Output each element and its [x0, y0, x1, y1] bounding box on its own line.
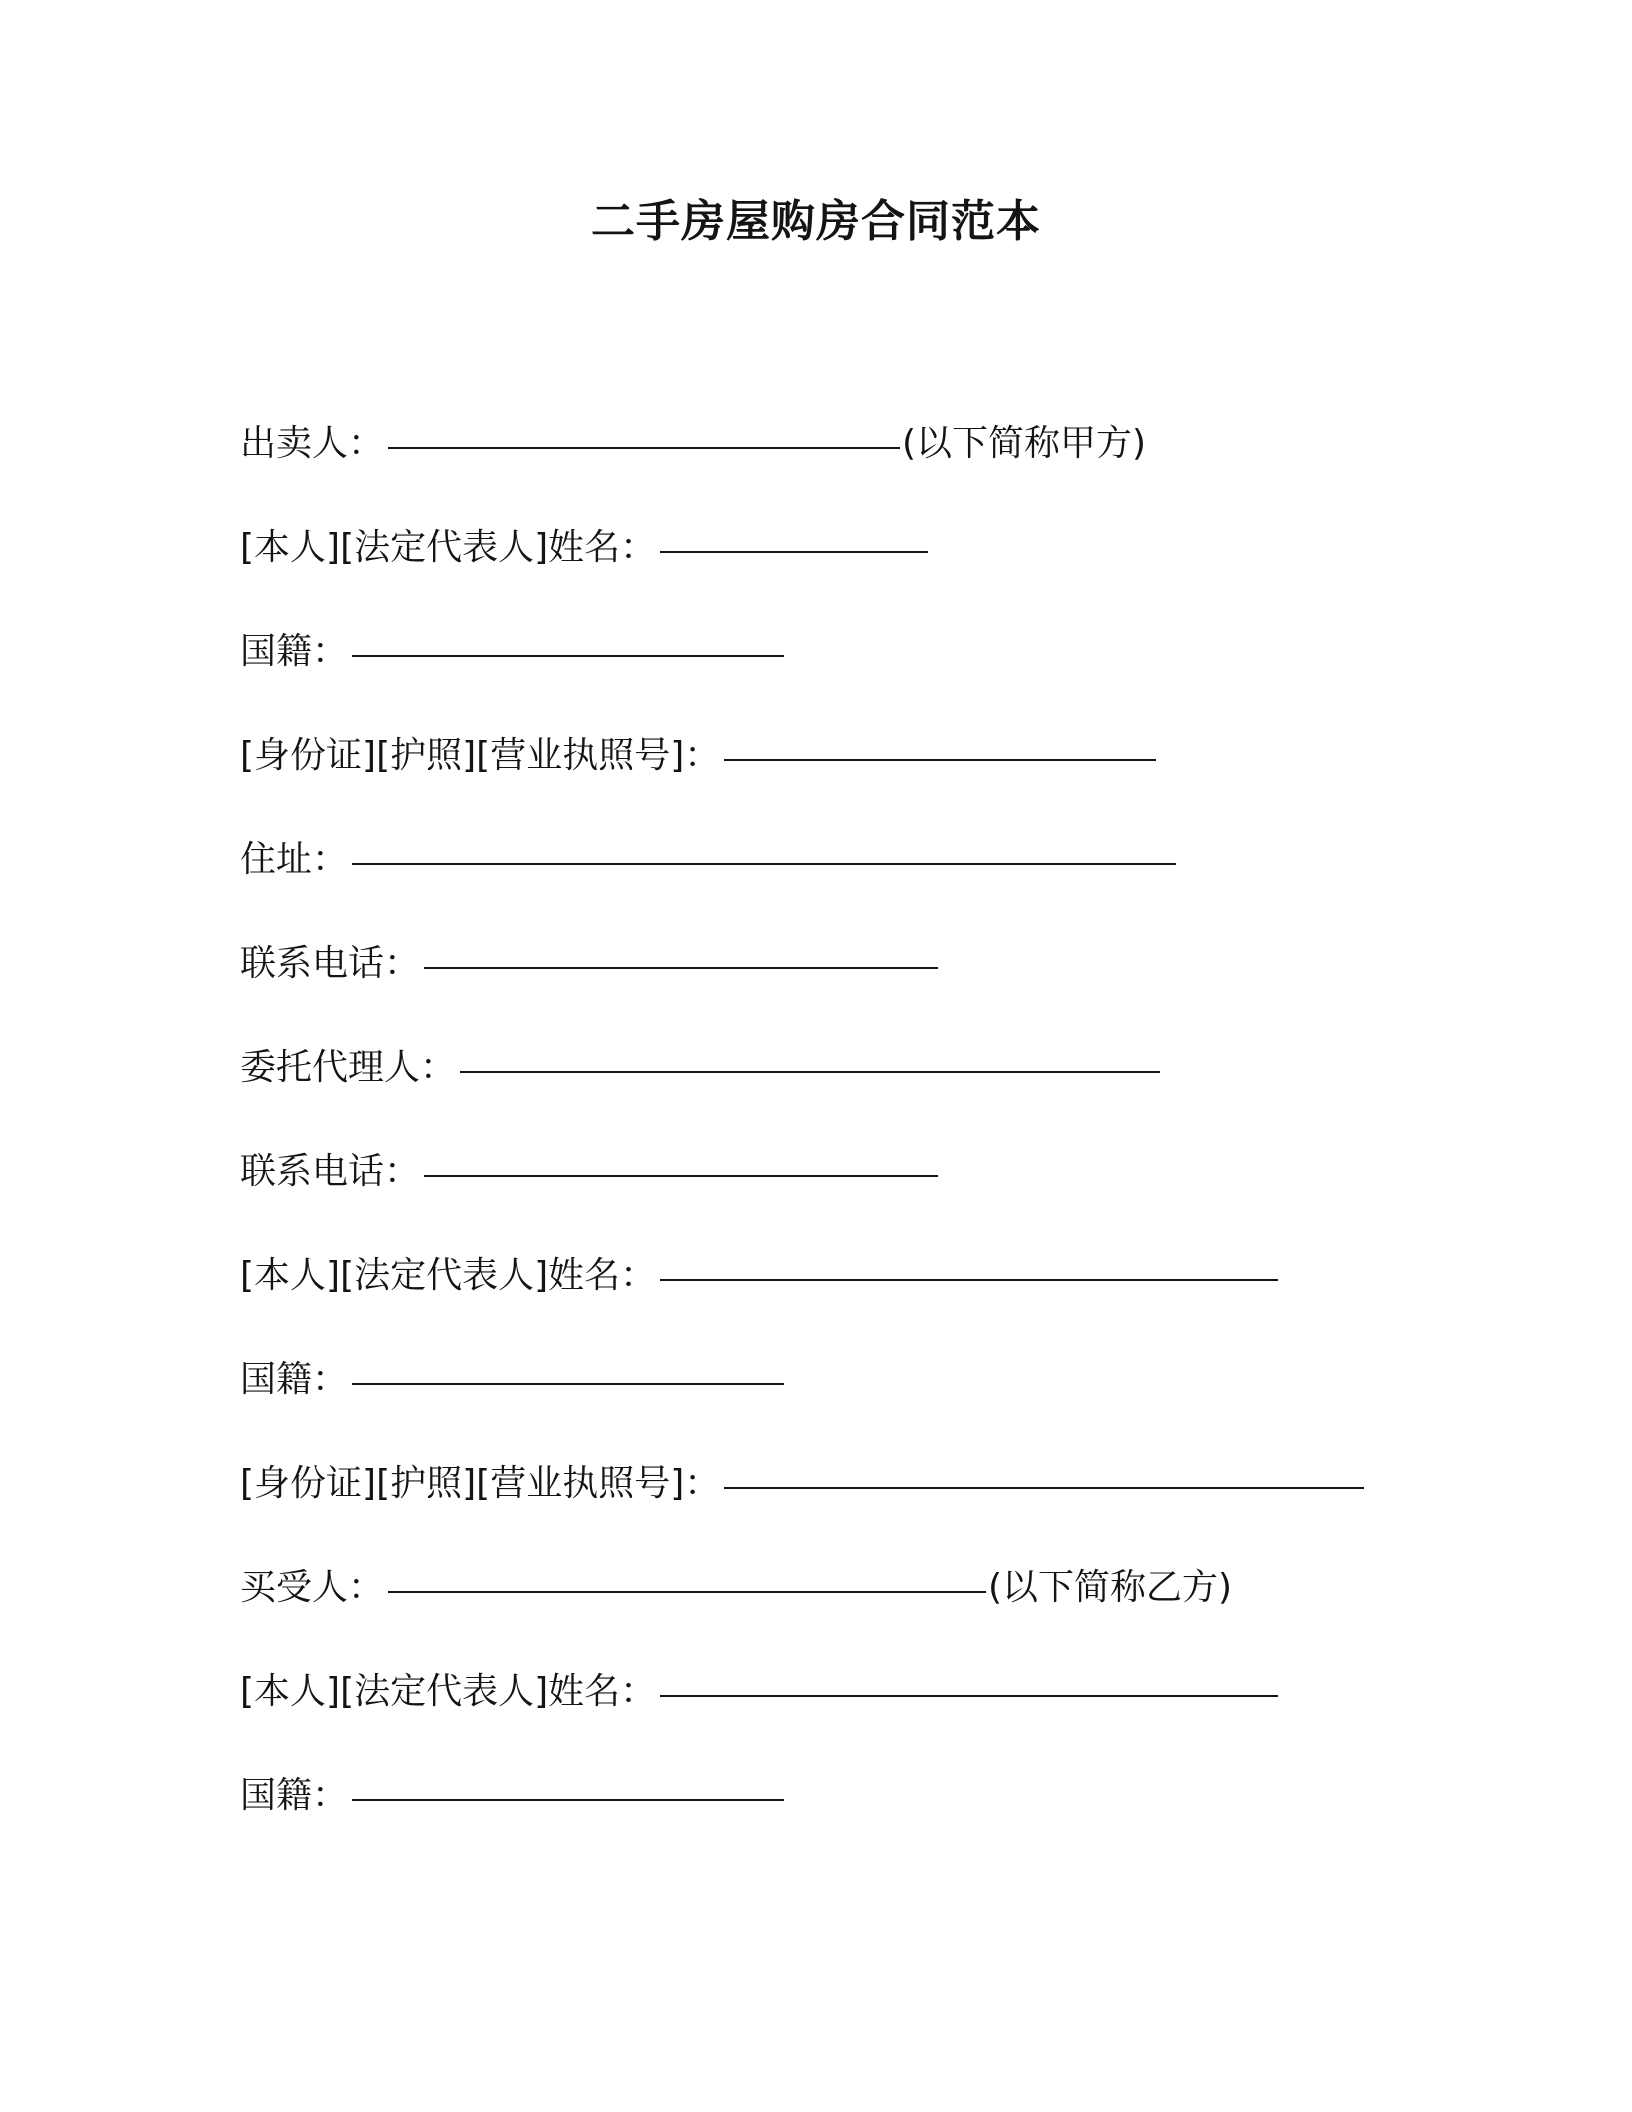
blank-field[interactable]: [424, 933, 938, 969]
field-label: 国籍：: [240, 1359, 349, 1400]
blank-field[interactable]: [660, 517, 928, 553]
field-label: [本人][法定代表人]姓名：: [240, 1255, 657, 1296]
blank-field[interactable]: [352, 621, 784, 657]
seller-nationality-line: [240, 626, 786, 678]
blank-field[interactable]: [660, 1245, 1278, 1281]
field-label: 买受人：: [240, 1567, 385, 1608]
field-suffix: (以下简称乙方): [988, 1567, 1233, 1608]
seller-address-line: [240, 834, 1178, 886]
blank-field[interactable]: [724, 725, 1156, 761]
document-title: 二手房屋购房合同范本: [591, 196, 1041, 247]
field-label: 出卖人：: [240, 423, 385, 464]
field-suffix: (以下简称甲方): [902, 423, 1147, 464]
buyer-nationality-line: [240, 1770, 786, 1822]
field-label: 联系电话：: [240, 1151, 421, 1192]
field-label: 国籍：: [240, 631, 349, 672]
buyer-name-line: [240, 1666, 1280, 1718]
seller-line: [240, 418, 1146, 470]
agent-id-line: [240, 1458, 1366, 1510]
blank-field[interactable]: [460, 1037, 1160, 1073]
field-label: [身份证][护照][营业执照号]：: [240, 735, 721, 776]
seller-id-line: [240, 730, 1158, 782]
blank-field[interactable]: [352, 1349, 784, 1385]
field-label: [本人][法定代表人]姓名：: [240, 1671, 657, 1712]
agent-phone-line: [240, 1146, 940, 1198]
field-label: [本人][法定代表人]姓名：: [240, 527, 657, 568]
seller-name-line: [240, 522, 930, 574]
field-label: 联系电话：: [240, 943, 421, 984]
seller-phone-line: [240, 938, 940, 990]
blank-field[interactable]: [424, 1141, 938, 1177]
field-label: 住址：: [240, 839, 349, 880]
blank-field[interactable]: [660, 1661, 1278, 1697]
blank-field[interactable]: [388, 1557, 986, 1593]
agent-nationality-line: [240, 1354, 786, 1406]
field-label: 委托代理人：: [240, 1047, 457, 1088]
field-label: [身份证][护照][营业执照号]：: [240, 1463, 721, 1504]
blank-field[interactable]: [388, 413, 900, 449]
blank-field[interactable]: [352, 1765, 784, 1801]
agent-name-line: [240, 1250, 1280, 1302]
buyer-line: [240, 1562, 1232, 1614]
blank-field[interactable]: [724, 1453, 1364, 1489]
field-label: 国籍：: [240, 1775, 349, 1816]
blank-field[interactable]: [352, 829, 1176, 865]
agent-line: [240, 1042, 1162, 1094]
